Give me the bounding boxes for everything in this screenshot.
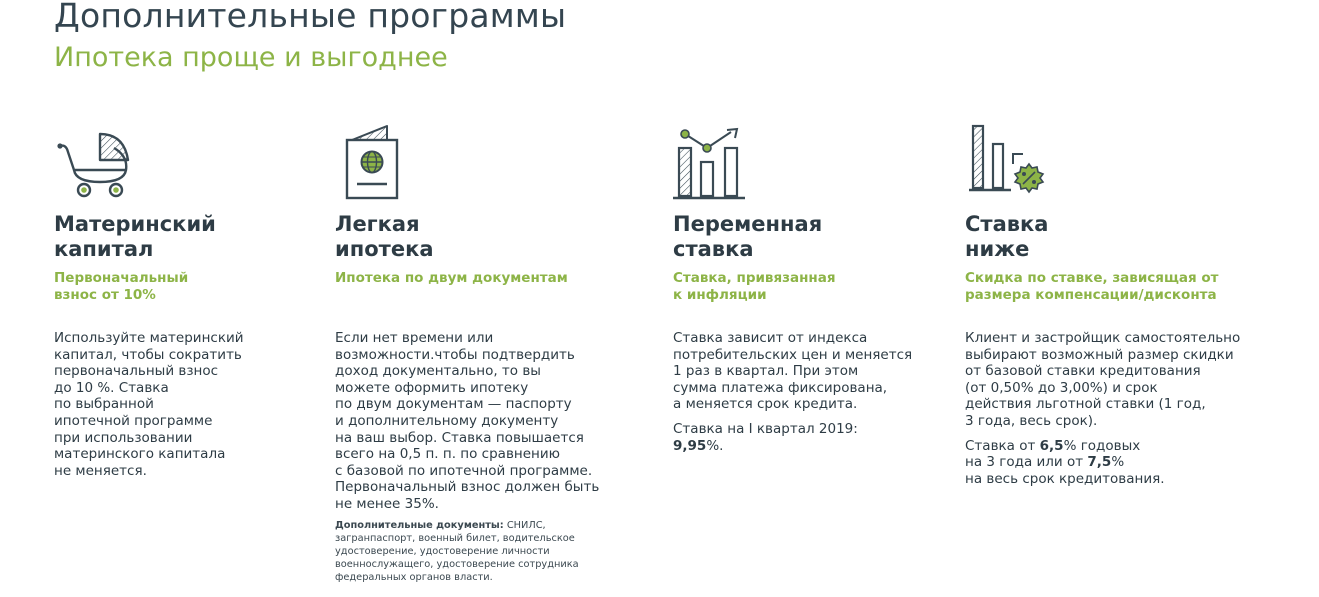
rate-line2	[965, 454, 1240, 471]
card-body-line: Если нет времени или	[335, 330, 494, 346]
rate-value-2: 7,5	[1087, 454, 1112, 471]
card-body-line: не меняется.	[54, 462, 147, 479]
card-body-line: Используйте материнский	[54, 330, 244, 346]
card-tagline-line1: Ставка, привязанная	[673, 270, 836, 286]
card-title-line1: Ставка	[965, 212, 1049, 236]
card-body-line: по двум документам — паспорту	[335, 396, 572, 413]
rate-prefix: Ставка от	[965, 437, 1040, 454]
card-body-line: всего на 0,5 п. п. по сравнению	[335, 446, 560, 463]
docs-line: федеральных органов власти.	[335, 572, 493, 584]
card-body-line: потребительских цен и меняется	[673, 346, 913, 363]
card-body-line: а меняется срок кредита.	[673, 396, 858, 413]
card-body-line: действия льготной ставки (1 год,	[965, 396, 1206, 413]
card-body-line: по выбранной	[54, 396, 154, 413]
rate-value-line	[673, 438, 912, 455]
card-variable-rate	[673, 124, 933, 454]
docs-line: военнослужащего, удостоверение сотрудника	[335, 559, 579, 571]
card-body-line: от базовой ставки кредитования	[965, 363, 1201, 380]
page-subtitle: Ипотека проще и выгоднее	[54, 42, 448, 73]
rate-suffix: %.	[706, 437, 724, 454]
baby-stroller-icon	[54, 124, 134, 200]
card-body-line: с базовой по ипотечной программе.	[335, 462, 593, 479]
rate-line2-suffix: %	[1111, 454, 1125, 471]
additional-documents-note	[335, 519, 599, 585]
card-body-line: сумма платежа фиксирована,	[673, 379, 888, 396]
rate-line2-prefix: на 3 года или от	[965, 454, 1088, 471]
card-body-line: и дополнительному документу	[335, 412, 559, 429]
card-body-line: капитал, чтобы сократить	[54, 346, 242, 363]
card-tagline-line2: к инфляции	[673, 287, 767, 303]
card-tagline-line1: Ипотека по двум документам	[335, 270, 568, 286]
docs-line: удостоверение, удостоверение личности	[335, 545, 550, 557]
docs-line: загранпаспорт, военный билет, водительское	[335, 532, 575, 544]
card-body-line: материнского капитала	[54, 446, 226, 463]
rate-line3: на весь срок кредитования.	[965, 470, 1165, 487]
growth-chart-icon	[673, 124, 753, 200]
card-body-line: можете оформить ипотеку	[335, 379, 529, 396]
card-body-line: не менее 35%.	[335, 495, 439, 512]
card-body-line: на ваш выбор. Ставка повышается	[335, 429, 584, 446]
docs-line: СНИЛС,	[503, 519, 546, 531]
card-body-line: при использовании	[54, 429, 193, 446]
card-maternity-capital	[54, 124, 294, 479]
card-title-line1: Переменная	[673, 212, 823, 236]
card-title-line2: ипотека	[335, 237, 434, 261]
rate-value-1: 6,5	[1039, 437, 1064, 454]
card-tagline-line2: взнос от 10%	[54, 287, 156, 303]
card-tagline-line1: Скидка по ставке, зависящая от	[965, 270, 1219, 286]
card-title-line1: Материнский	[54, 212, 216, 236]
card-easy-mortgage	[335, 124, 635, 584]
card-body-line: ипотечной программе	[54, 412, 213, 429]
card-body-line: возможности.чтобы подтвердить	[335, 346, 575, 363]
card-body-line: 1 раз в квартал. При этом	[673, 363, 859, 380]
card-body-line: Ставка зависит от индекса	[673, 330, 868, 346]
rate-value: 9,95	[673, 437, 707, 454]
card-title-line1: Легкая	[335, 212, 420, 236]
card-body-line: Первоначальный взнос должен быть	[335, 479, 600, 496]
card-tagline-line1: Первоначальный	[54, 270, 189, 286]
discount-bars-icon	[965, 124, 1055, 200]
rate-label: Ставка на I квартал 2019:	[673, 420, 858, 437]
card-title-line2: капитал	[54, 237, 154, 261]
rate-line1	[965, 438, 1240, 455]
card-body-line: Клиент и застройщик самостоятельно	[965, 330, 1241, 346]
card-body-line: (от 0,50% до 3,00%) и срок	[965, 379, 1158, 396]
rate-mid: % годовых	[1063, 437, 1141, 454]
card-body-line: первоначальный взнос	[54, 363, 219, 380]
card-title-line2: ниже	[965, 237, 1030, 261]
card-title-line2: ставка	[673, 237, 754, 261]
card-tagline-line2: размера компенсации/дисконта	[965, 287, 1217, 303]
card-body-line: доход документально, то вы	[335, 363, 541, 380]
card-body-line: 3 года, весь срок).	[965, 412, 1098, 429]
card-body-line: выбирают возможный размер скидки	[965, 346, 1234, 363]
docs-label: Дополнительные документы:	[335, 519, 504, 531]
passport-icon	[335, 124, 405, 200]
card-body-line: до 10 %. Ставка	[54, 379, 169, 396]
page-title: Дополнительные программы	[54, 0, 567, 35]
card-lower-rate	[965, 124, 1265, 487]
